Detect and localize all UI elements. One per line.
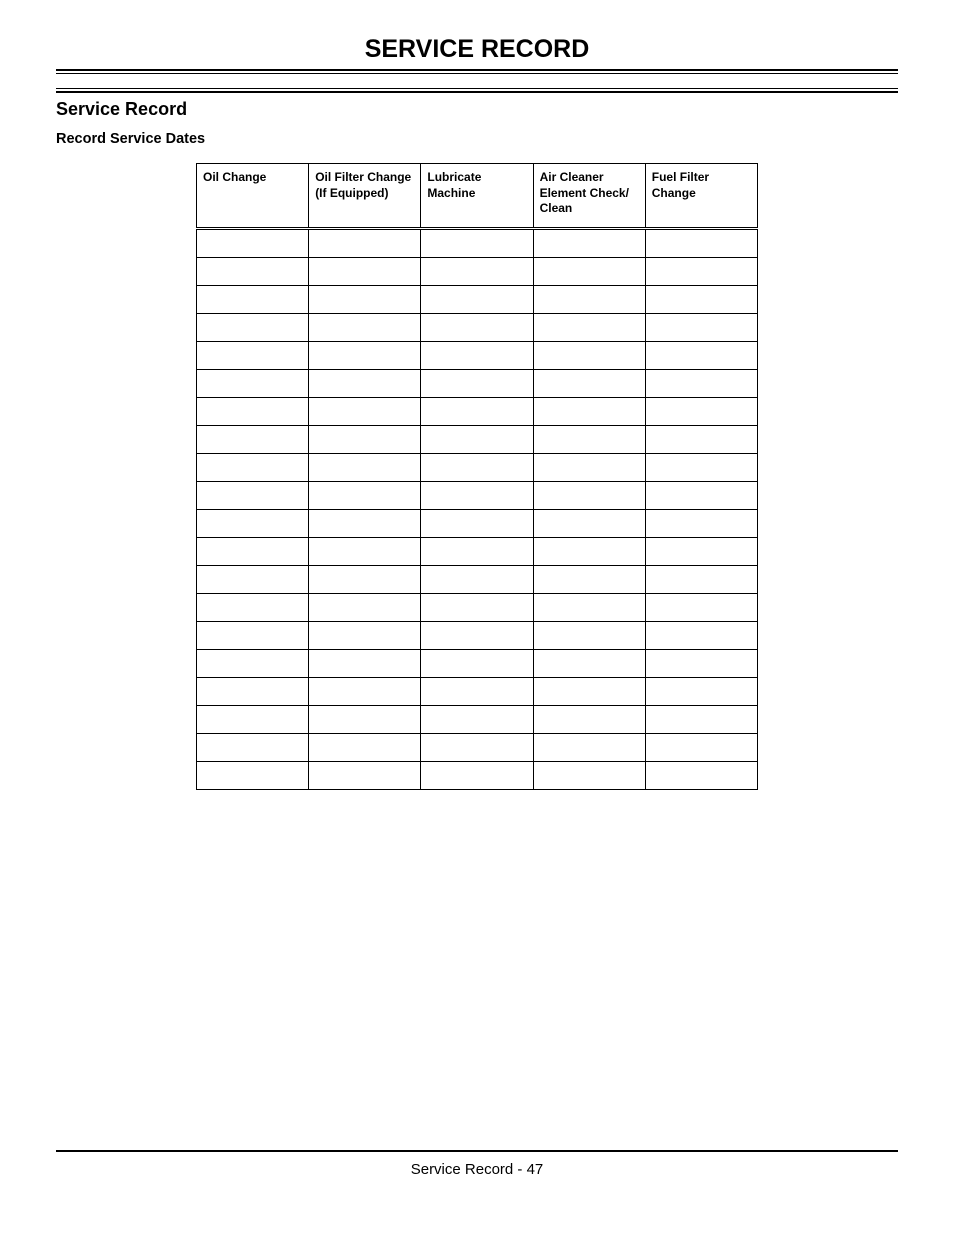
table-cell [421, 762, 533, 790]
table-cell [533, 426, 645, 454]
table-cell [309, 594, 421, 622]
table-cell [421, 622, 533, 650]
table-cell [421, 342, 533, 370]
table-row [197, 622, 758, 650]
table-row [197, 370, 758, 398]
table-cell [533, 258, 645, 286]
table-cell [645, 566, 757, 594]
table-cell [309, 258, 421, 286]
table-cell [309, 398, 421, 426]
table-cell [645, 594, 757, 622]
table-cell [197, 426, 309, 454]
table-cell [197, 370, 309, 398]
table-cell [533, 566, 645, 594]
table-cell [421, 258, 533, 286]
table-row [197, 650, 758, 678]
table-cell [309, 286, 421, 314]
table-row [197, 314, 758, 342]
table-cell [197, 398, 309, 426]
table-row [197, 286, 758, 314]
table-cell [309, 762, 421, 790]
header-double-rule [56, 68, 898, 94]
table-cell [421, 734, 533, 762]
header-rule-bottom-1 [56, 88, 898, 89]
table-row [197, 398, 758, 426]
table-cell [197, 342, 309, 370]
table-row [197, 454, 758, 482]
table-row [197, 342, 758, 370]
table-cell [309, 454, 421, 482]
table-cell [421, 650, 533, 678]
footer-rule [56, 1150, 898, 1152]
header-rule-top-2 [56, 73, 898, 74]
table-body [197, 229, 758, 790]
table-cell [421, 398, 533, 426]
table-cell [421, 370, 533, 398]
table-cell [421, 706, 533, 734]
table-cell [421, 538, 533, 566]
table-cell [645, 286, 757, 314]
table-cell [197, 258, 309, 286]
table-cell [645, 426, 757, 454]
table-row [197, 678, 758, 706]
table-cell [533, 762, 645, 790]
table-cell [309, 734, 421, 762]
table-cell [421, 314, 533, 342]
table-row [197, 734, 758, 762]
column-header-air-cleaner: Air Cleaner Element Check/ Clean [533, 164, 645, 229]
table-cell [421, 229, 533, 258]
column-header-lubricate-machine: Lubricate Machine [421, 164, 533, 229]
table-cell [309, 510, 421, 538]
table-cell [197, 566, 309, 594]
table-cell [533, 622, 645, 650]
table-cell [421, 482, 533, 510]
table-cell [197, 678, 309, 706]
table-cell [533, 594, 645, 622]
table-cell [533, 314, 645, 342]
table-cell [309, 342, 421, 370]
table-cell [645, 398, 757, 426]
table-cell [421, 594, 533, 622]
table-cell [421, 566, 533, 594]
page-footer: Service Record - 47 [410, 1161, 544, 1178]
table-cell [533, 510, 645, 538]
table-cell [645, 706, 757, 734]
table-cell [533, 229, 645, 258]
table-cell [645, 622, 757, 650]
table-cell [645, 538, 757, 566]
table-cell [197, 482, 309, 510]
table-cell [645, 454, 757, 482]
table-cell [197, 229, 309, 258]
table-cell [309, 706, 421, 734]
table-row [197, 538, 758, 566]
table-cell [645, 370, 757, 398]
table-cell [645, 510, 757, 538]
table-cell [533, 286, 645, 314]
table-cell [197, 286, 309, 314]
table-cell [309, 482, 421, 510]
table-cell [533, 650, 645, 678]
table-cell [309, 314, 421, 342]
table-cell [197, 622, 309, 650]
table-cell [197, 454, 309, 482]
table-cell [309, 538, 421, 566]
table-cell [533, 706, 645, 734]
table-row [197, 482, 758, 510]
service-record-table [196, 163, 758, 790]
header-rule-bottom-2 [56, 91, 898, 93]
table-cell [197, 650, 309, 678]
table-cell [645, 314, 757, 342]
table-cell [309, 650, 421, 678]
table-cell [645, 734, 757, 762]
table-cell [645, 482, 757, 510]
table-cell [645, 762, 757, 790]
table-cell [309, 622, 421, 650]
column-header-fuel-filter-change: Fuel Filter Change [645, 164, 757, 229]
table-cell [309, 370, 421, 398]
table-cell [197, 594, 309, 622]
header-rule-top-1 [56, 69, 898, 71]
table-cell [421, 426, 533, 454]
table-cell [533, 482, 645, 510]
table-cell [197, 314, 309, 342]
table-cell [197, 762, 309, 790]
table-cell [533, 538, 645, 566]
table-row [197, 426, 758, 454]
table-cell [197, 706, 309, 734]
column-header-oil-filter-change: Oil Filter Change (If Equipped) [309, 164, 421, 229]
table-row [197, 762, 758, 790]
section-subtitle: Record Service Dates [56, 131, 206, 147]
table-header-row [197, 164, 758, 229]
table-cell [645, 229, 757, 258]
table-cell [197, 734, 309, 762]
table-cell [533, 398, 645, 426]
table-cell [533, 454, 645, 482]
table-row [197, 594, 758, 622]
page-title: SERVICE RECORD [364, 35, 590, 63]
table-cell [533, 678, 645, 706]
table-row [197, 258, 758, 286]
table-row [197, 510, 758, 538]
column-header-oil-change: Oil Change [197, 164, 309, 229]
section-title: Service Record [56, 99, 188, 119]
table-row [197, 229, 758, 258]
table-cell [197, 510, 309, 538]
table-row [197, 566, 758, 594]
table-cell [421, 510, 533, 538]
table-cell [533, 370, 645, 398]
table-cell [421, 286, 533, 314]
table-cell [421, 454, 533, 482]
table-cell [309, 229, 421, 258]
table-cell [421, 678, 533, 706]
table-cell [645, 650, 757, 678]
table-cell [533, 734, 645, 762]
table-cell [645, 258, 757, 286]
table-row [197, 706, 758, 734]
table-cell [533, 342, 645, 370]
table-cell [309, 566, 421, 594]
table-cell [197, 538, 309, 566]
table-cell [645, 678, 757, 706]
table-cell [309, 426, 421, 454]
table-cell [309, 678, 421, 706]
table-cell [645, 342, 757, 370]
